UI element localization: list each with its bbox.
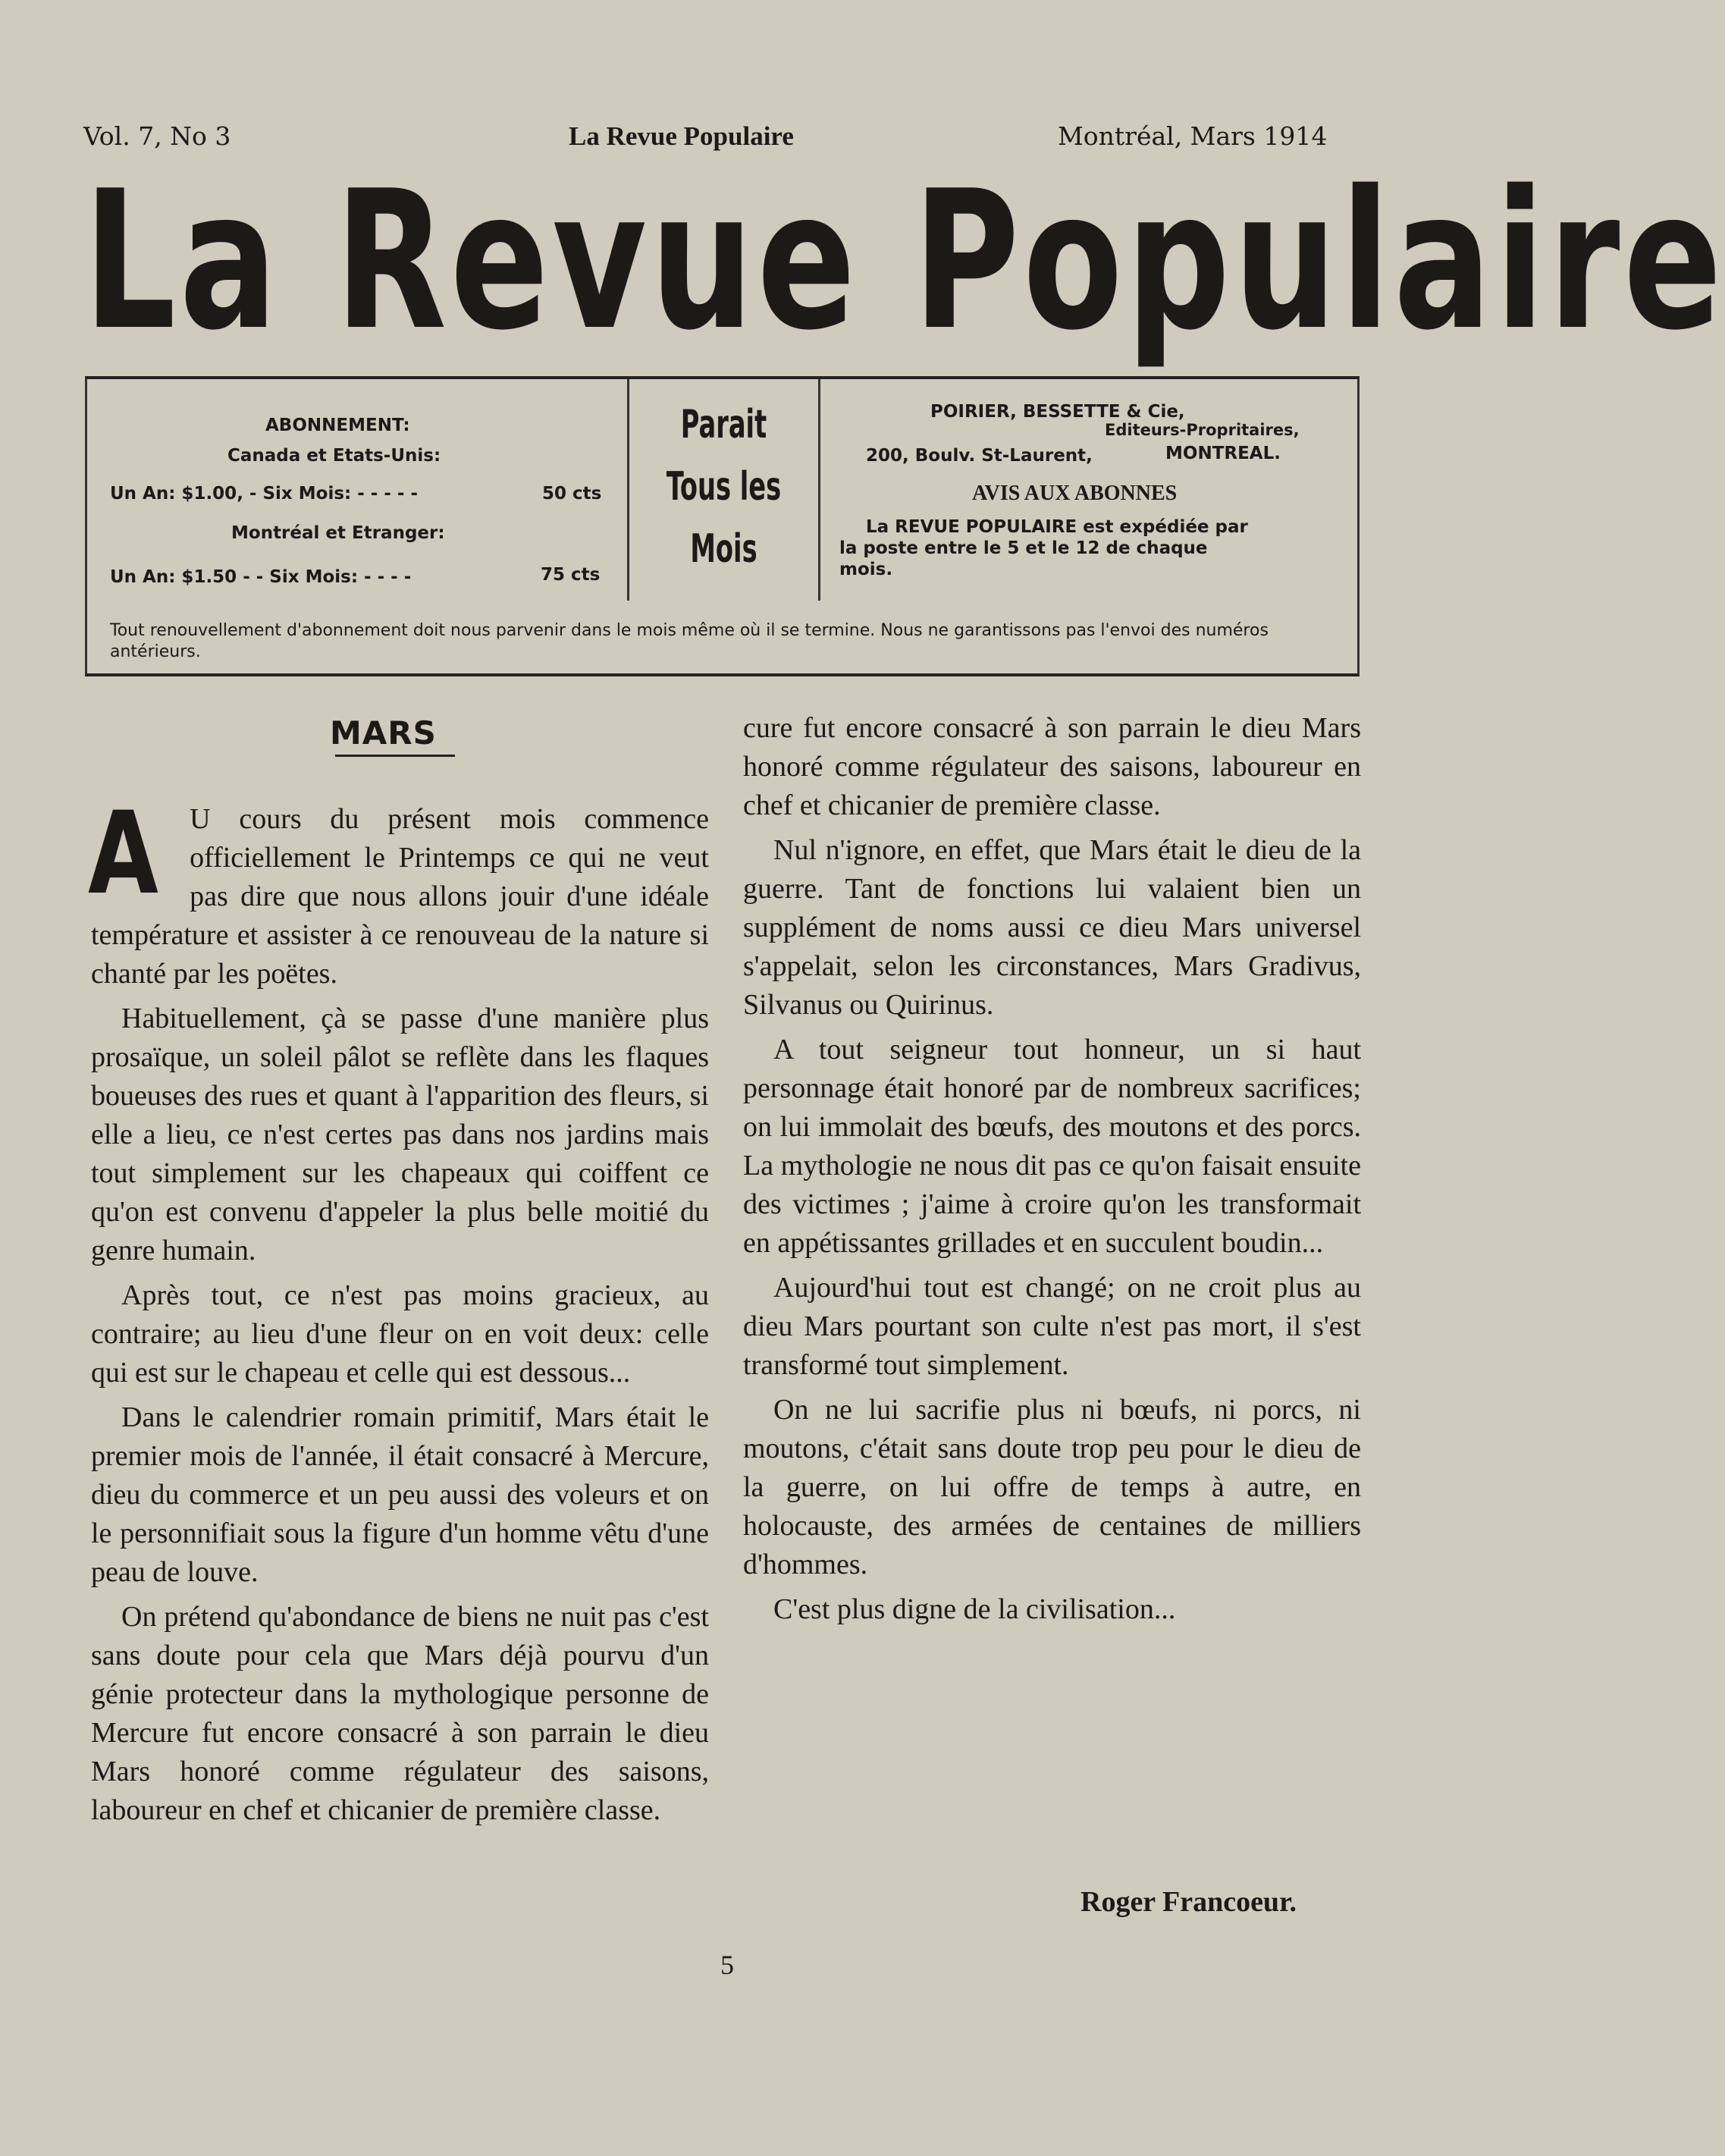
region-montreal-foreign: Montréal et Etranger:: [231, 523, 445, 543]
frequency-box: [629, 379, 820, 601]
article-paragraph: Habituellement, çà se passe d'une manière plus prosaïque, un soleil pâlot se reflète dans les flaques boueuses des rues et quant à l'apparition des fleurs, si elle a lieu, ce n'est certes pas dans nos jardins mais tout simplement sur les chapeaux qui coiffent ce qu'on est convenu d'appeler la plus belle moitié du genre humain.: [91, 1003, 709, 1266]
article-paragraph: C'est plus digne de la civilisation...: [773, 1593, 1176, 1625]
article-paragraph: Dans le calendrier romain primitif, Mars était le premier mois de l'année, il était consacré à Mercure, dieu du commerce et un peu aussi des voleurs et on le personnifiait sous la figure d'un homme vêtu d'une peau de louve.: [91, 1401, 709, 1588]
article-paragraph-continued: cure fut encore consacré à son parrain le dieu Mars honoré comme régulateur des saisons, laboureur en chef et chicanier de première classe.: [743, 712, 1361, 821]
article-paragraph: A tout seigneur tout honneur, un si haut personnage était honoré par de nombreux sacrifices; on lui immolait des bœufs, des moutons et des porcs. La mythologie ne nous dit pas ce qu'on faisait ensuite des victimes ; j'aime à croire qu'on les transformait en appétissantes grillades et en succulent boudin...: [743, 1034, 1361, 1259]
running-title: La Revue Populaire: [569, 121, 794, 151]
author-signature: Roger Francoeur.: [1080, 1886, 1297, 1918]
subscription-title: ABONNEMENT:: [265, 416, 410, 435]
masthead: La Revue Populaire: [83, 150, 1725, 372]
rate-canada: Un An: $1.00, - Six Mois: - - - - -: [110, 484, 419, 504]
subscriber-notice-line-1: La REVUE POPULAIRE est expédiée par: [866, 517, 1248, 537]
renewal-notice: Tout renouvellement d'abonnement doit nous parvenir dans le mois même où il se termine. Nous ne garantissons pas l'envoi des numéros antérieurs.: [110, 621, 1269, 661]
page-number: 5: [720, 1950, 734, 1980]
subscriber-notice-line-3: mois.: [839, 560, 893, 579]
rate-montreal-half: 75 cts: [541, 565, 601, 585]
subscriber-notice-title: AVIS AUX ABONNES: [972, 482, 1178, 505]
article-paragraph: Aujourd'hui tout est changé; on ne croit plus au dieu Mars pourtant son culte n'est pas mort, il s'est transformé tout simplement.: [743, 1272, 1361, 1381]
article-paragraph: A U cours du présent mois commence officiellement le Printemps ce qui ne veut pas dire que nous allons jouir d'une idéale température et assister à ce renouveau de la nature si chanté par les poëtes.: [88, 788, 709, 990]
publisher-city: MONTREAL.: [1165, 444, 1281, 463]
title-underline: [335, 755, 455, 757]
subscription-rates: [87, 379, 629, 601]
dateline: Montréal, Mars 1914: [1058, 121, 1328, 151]
article-paragraph: Après tout, ce n'est pas moins gracieux, au contraire; au lieu d'une fleur on en voit deux: celle qui est sur le chapeau et celle qui est dessous...: [91, 1279, 709, 1389]
frequency-line-3: Mois: [690, 526, 757, 572]
frequency-line-1: Parait: [680, 402, 767, 447]
article-column-left: [88, 788, 709, 1826]
subscription-box: [85, 376, 1360, 676]
article-column-right: [743, 709, 1361, 1635]
article-paragraph: Nul n'ignore, en effet, que Mars était le dieu de la guerre. Tant de fonctions lui valaient bien un supplément de noms aussi ce dieu Mars universel s'appelait, selon les circonstances, Mars Gradivus, Silvanus ou Quirinus.: [743, 834, 1361, 1021]
drop-cap: A: [88, 788, 158, 920]
rate-canada-half: 50 cts: [542, 484, 602, 504]
volume-number: Vol. 7, No 3: [83, 121, 231, 151]
publisher-box: [820, 379, 1351, 601]
subscriber-notice-line-2: la poste entre le 5 et le 12 de chaque: [839, 538, 1208, 558]
article-title: MARS: [330, 714, 437, 752]
publisher-name: POIRIER, BESSETTE & Cie,: [930, 402, 1185, 422]
publisher-address: 200, Boulv. St-Laurent,: [866, 446, 1093, 466]
region-canada-usa: Canada et Etats-Unis:: [227, 446, 441, 466]
article-paragraph: On ne lui sacrifie plus ni bœufs, ni porcs, ni moutons, c'était sans doute trop peu pour le dieu de la guerre, on lui offre de temps à autre, en holocauste, des armées de centaines de milliers d'hommes.: [743, 1394, 1361, 1580]
rate-montreal: Un An: $1.50 - - Six Mois: - - - -: [110, 567, 412, 587]
publisher-role: Editeurs-Propritaires,: [1105, 421, 1300, 439]
frequency-line-2: Tous les: [666, 464, 782, 510]
article-paragraph: On prétend qu'abondance de biens ne nuit pas c'est sans doute pour cela que Mars déjà pourvu d'un génie protecteur dans la mythologique personne de Mercure fut encore consacré à son parrain le dieu Mars honoré comme régulateur des saisons, laboureur en chef et chicanier de première classe.: [91, 1601, 709, 1826]
